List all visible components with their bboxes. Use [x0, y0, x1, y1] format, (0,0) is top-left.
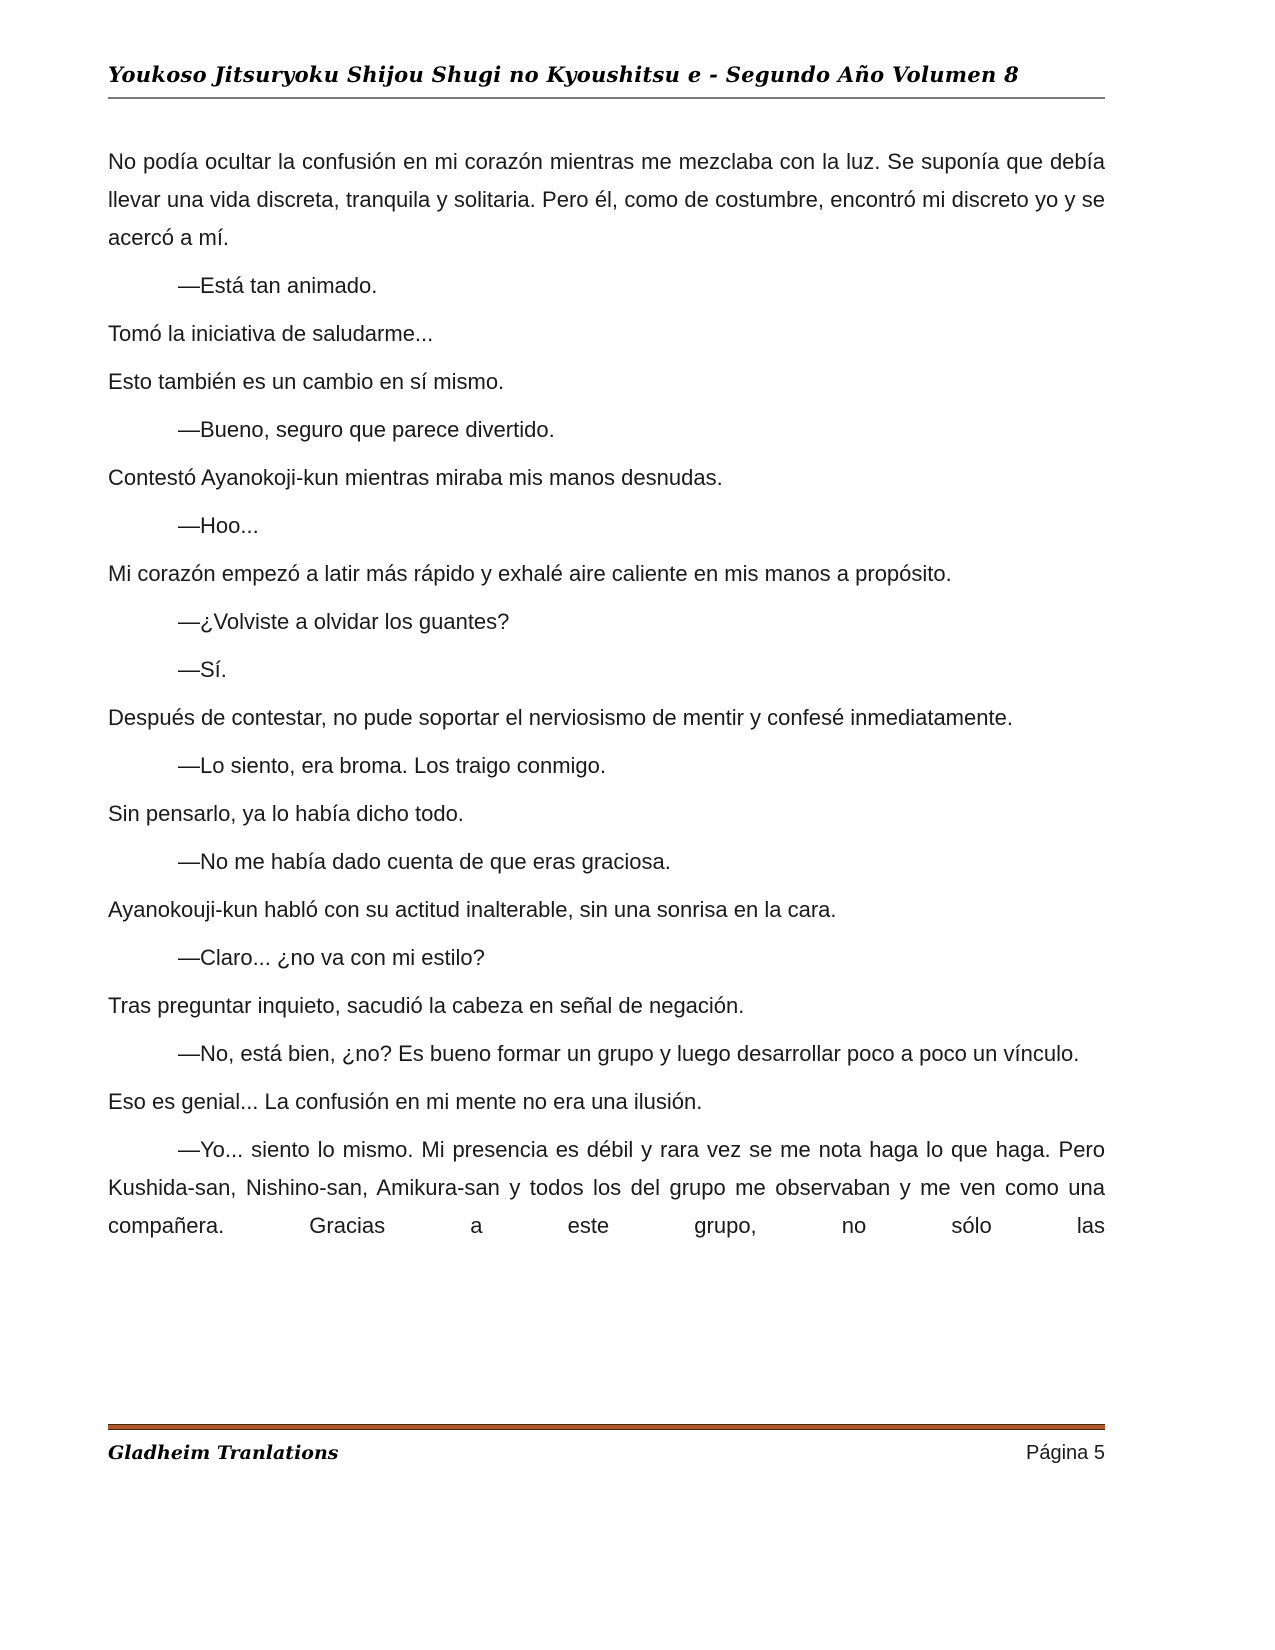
narration-paragraph: Tras preguntar inquieto, sacudió la cabeza en señal de negación.: [108, 993, 745, 1018]
narration-paragraph: Ayanokouji-kun habló con su actitud inalterable, sin una sonrisa en la cara.: [108, 897, 837, 922]
dialogue-line: —No, está bien, ¿no? Es bueno formar un grupo y luego desarrollar poco a poco un vínculo.: [178, 1041, 1080, 1066]
narration-paragraph: Contestó Ayanokoji-kun mientras miraba mis manos desnudas.: [108, 465, 723, 490]
narration-paragraph: Eso es genial... La confusión en mi mente no era una ilusión.: [108, 1089, 703, 1114]
translator-credit: Gladheim Tranlations: [108, 1442, 339, 1464]
page-header: [108, 62, 1105, 99]
narration-paragraph: Tomó la iniciativa de saludarme...: [108, 321, 434, 346]
dialogue-line: —Hoo...: [178, 513, 259, 538]
page-footer: [108, 1424, 1105, 1465]
narration-paragraph: Después de contestar, no pude soportar el nerviosismo de mentir y confesé inmediatamente.: [108, 705, 1013, 730]
narration-paragraph: Esto también es un cambio en sí mismo.: [108, 369, 505, 394]
dialogue-line: —No me había dado cuenta de que eras graciosa.: [178, 849, 671, 874]
dialogue-line: —Lo siento, era broma. Los traigo conmigo.: [178, 753, 607, 778]
dialogue-line: —Está tan animado.: [178, 273, 378, 298]
narration-paragraph: No podía ocultar la confusión en mi corazón mientras me mezclaba con la luz. Se suponía que debía llevar una vida discreta, tranquila y solitaria. Pero él, como de costumbre, encontró mi discreto yo y se acercó a mí.: [108, 149, 1105, 250]
document-title: Youkoso Jitsuryoku Shijou Shugi no Kyoushitsu e - Segundo Año Volumen 8: [108, 62, 1020, 87]
narration-paragraph: Sin pensarlo, ya lo había dicho todo.: [108, 801, 464, 826]
narration-paragraph: Mi corazón empezó a latir más rápido y exhalé aire caliente en mis manos a propósito.: [108, 561, 952, 586]
dialogue-line: —Sí.: [178, 657, 227, 682]
dialogue-line: —Yo... siento lo mismo. Mi presencia es débil y rara vez se me nota haga lo que haga. Pero Kushida-san, Nishino-san, Amikura-san y todos los del grupo me observaban y me ven como una compañera. Gracias a este grupo, no sólo las: [108, 1137, 1105, 1238]
footer-divider: [108, 1424, 1105, 1430]
page-number: Página 5: [1026, 1442, 1105, 1464]
footer-row: [108, 1442, 1105, 1465]
document-body: [108, 143, 1105, 1245]
dialogue-line: —Claro... ¿no va con mi estilo?: [178, 945, 485, 970]
dialogue-line: —Bueno, seguro que parece divertido.: [178, 417, 555, 442]
dialogue-line: —¿Volviste a olvidar los guantes?: [178, 609, 510, 634]
